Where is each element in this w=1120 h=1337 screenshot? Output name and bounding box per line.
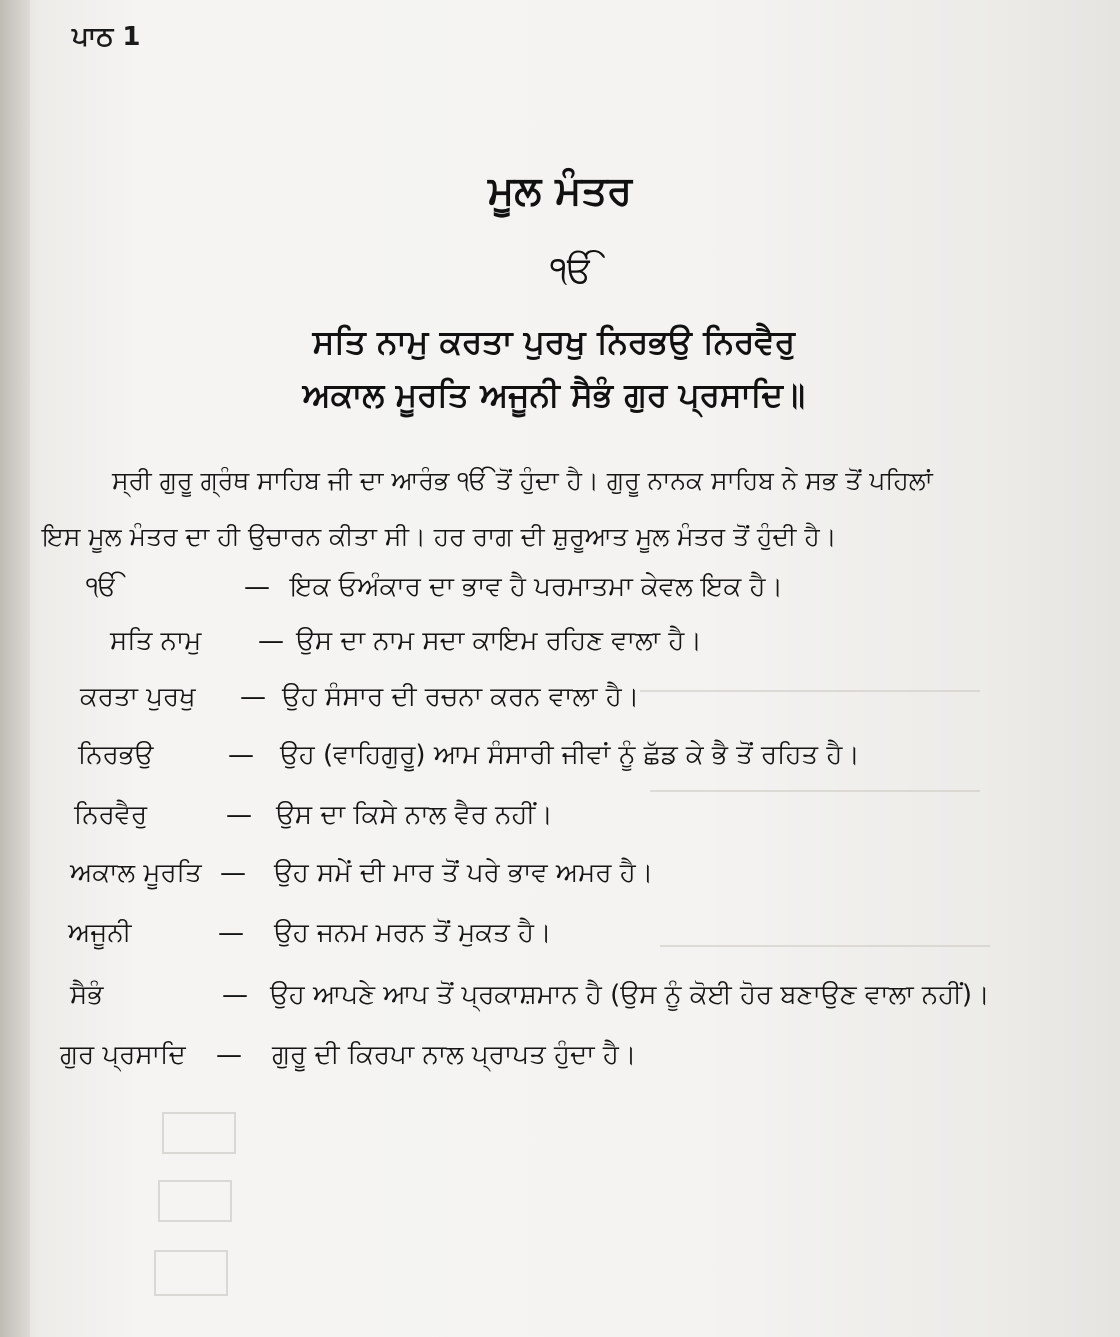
definition-meaning: ਗੁਰੂ ਦੀ ਕਿਰਪਾ ਨਾਲ ਪ੍ਰਾਪਤ ਹੁੰਦਾ ਹੈ।	[272, 1040, 637, 1070]
definition-dash: —	[218, 918, 244, 948]
definition-row	[0, 858, 1120, 908]
definition-row	[0, 626, 1120, 676]
definition-row	[0, 682, 1120, 732]
definition-term: ਅਕਾਲ ਮੂਰਤਿ	[70, 858, 202, 888]
definition-term: ਅਜੂਨੀ	[68, 918, 132, 948]
definition-dash: —	[220, 858, 246, 888]
definition-dash: —	[258, 626, 284, 656]
verse-line-2: ਅਕਾਲ ਮੂਰਤਿ ਅਜੂਨੀ ਸੈਭੰ ਗੁਰ ਪ੍ਰਸਾਦਿ॥	[302, 375, 806, 414]
definition-meaning: ਉਸ ਦਾ ਕਿਸੇ ਨਾਲ ਵੈਰ ਨਹੀਂ।	[276, 800, 553, 830]
ik-onkar-symbol: ੴ	[550, 250, 594, 291]
definition-dash: —	[216, 1040, 242, 1070]
lesson-label: ਪਾਠ 1	[72, 22, 141, 52]
definition-term: ਗੁਰ ਪ੍ਰਸਾਦਿ	[60, 1040, 186, 1070]
definition-meaning: ਉਹ ਸੰਸਾਰ ਦੀ ਰਚਨਾ ਕਰਨ ਵਾਲਾ ਹੈ।	[282, 682, 640, 712]
definition-dash: —	[244, 572, 270, 602]
definition-row	[0, 980, 1120, 1030]
bleed-through-line	[650, 790, 980, 792]
definition-row	[0, 918, 1120, 968]
definition-meaning: ਉਹ ਸਮੇਂ ਦੀ ਮਾਰ ਤੋਂ ਪਰੇ ਭਾਵ ਅਮਰ ਹੈ।	[274, 858, 654, 888]
definition-meaning: ਉਹ (ਵਾਹਿਗੁਰੂ) ਆਮ ਸੰਸਾਰੀ ਜੀਵਾਂ ਨੂੰ ਛੱਡ ਕੇ ਭੈ ਤੋਂ ਰਹਿਤ ਹੈ।	[280, 740, 860, 770]
bleed-through-box	[154, 1250, 228, 1296]
definition-dash: —	[228, 740, 254, 770]
definition-term: ਸੈਭੰ	[70, 980, 104, 1010]
intro-line-1: ਸ੍ਰੀ ਗੁਰੂ ਗ੍ਰੰਥ ਸਾਹਿਬ ਜੀ ਦਾ ਆਰੰਭ ੴ ਤੋਂ ਹੁੰਦਾ ਹੈ। ਗੁਰੂ ਨਾਨਕ ਸਾਹਿਬ ਨੇ ਸਭ ਤੋਂ ਪਹਿਲਾਂ	[112, 466, 933, 495]
definition-row	[0, 800, 1120, 850]
definition-dash: —	[240, 682, 266, 712]
definition-term: ਕਰਤਾ ਪੁਰਖੁ	[80, 682, 196, 712]
definition-term: ਨਿਰਵੈਰੁ	[74, 800, 148, 830]
definition-dash: —	[222, 980, 248, 1010]
definition-row	[0, 1040, 1120, 1090]
intro-line-2: ਇਸ ਮੂਲ ਮੰਤਰ ਦਾ ਹੀ ਉਚਾਰਨ ਕੀਤਾ ਸੀ। ਹਰ ਰਾਗ ਦੀ ਸ਼ੁਰੂਆਤ ਮੂਲ ਮੰਤਰ ਤੋਂ ਹੁੰਦੀ ਹੈ।	[42, 522, 837, 551]
definition-meaning: ਇਕ ਓਅੰਕਾਰ ਦਾ ਭਾਵ ਹੈ ਪਰਮਾਤਮਾ ਕੇਵਲ ਇਕ ਹੈ।	[290, 572, 783, 602]
definition-term: ਸਤਿ ਨਾਮੁ	[110, 626, 202, 656]
definition-meaning: ਉਹ ਜਨਮ ਮਰਨ ਤੋਂ ਮੁਕਤ ਹੈ।	[274, 918, 552, 948]
definition-row	[0, 740, 1120, 790]
definition-dash: —	[226, 800, 252, 830]
bleed-through-box	[162, 1112, 236, 1154]
definition-term: ਨਿਰਭਉ	[78, 740, 154, 770]
page-title: ਮੂਲ ਮੰਤਰ	[487, 168, 632, 214]
definition-row	[0, 572, 1120, 622]
definition-meaning: ਉਹ ਆਪਣੇ ਆਪ ਤੋਂ ਪ੍ਰਕਾਸ਼ਮਾਨ ਹੈ (ਉਸ ਨੂੰ ਕੋਈ ਹੋਰ ਬਣਾਉਣ ਵਾਲਾ ਨਹੀਂ)।	[270, 980, 990, 1010]
definition-meaning: ਉਸ ਦਾ ਨਾਮ ਸਦਾ ਕਾਇਮ ਰਹਿਣ ਵਾਲਾ ਹੈ।	[296, 626, 702, 656]
definition-term: ੴ	[86, 572, 118, 602]
bleed-through-box	[158, 1180, 232, 1222]
verse-line-1: ਸਤਿ ਨਾਮੁ ਕਰਤਾ ਪੁਰਖੁ ਨਿਰਭਉ ਨਿਰਵੈਰੁ	[312, 322, 796, 361]
